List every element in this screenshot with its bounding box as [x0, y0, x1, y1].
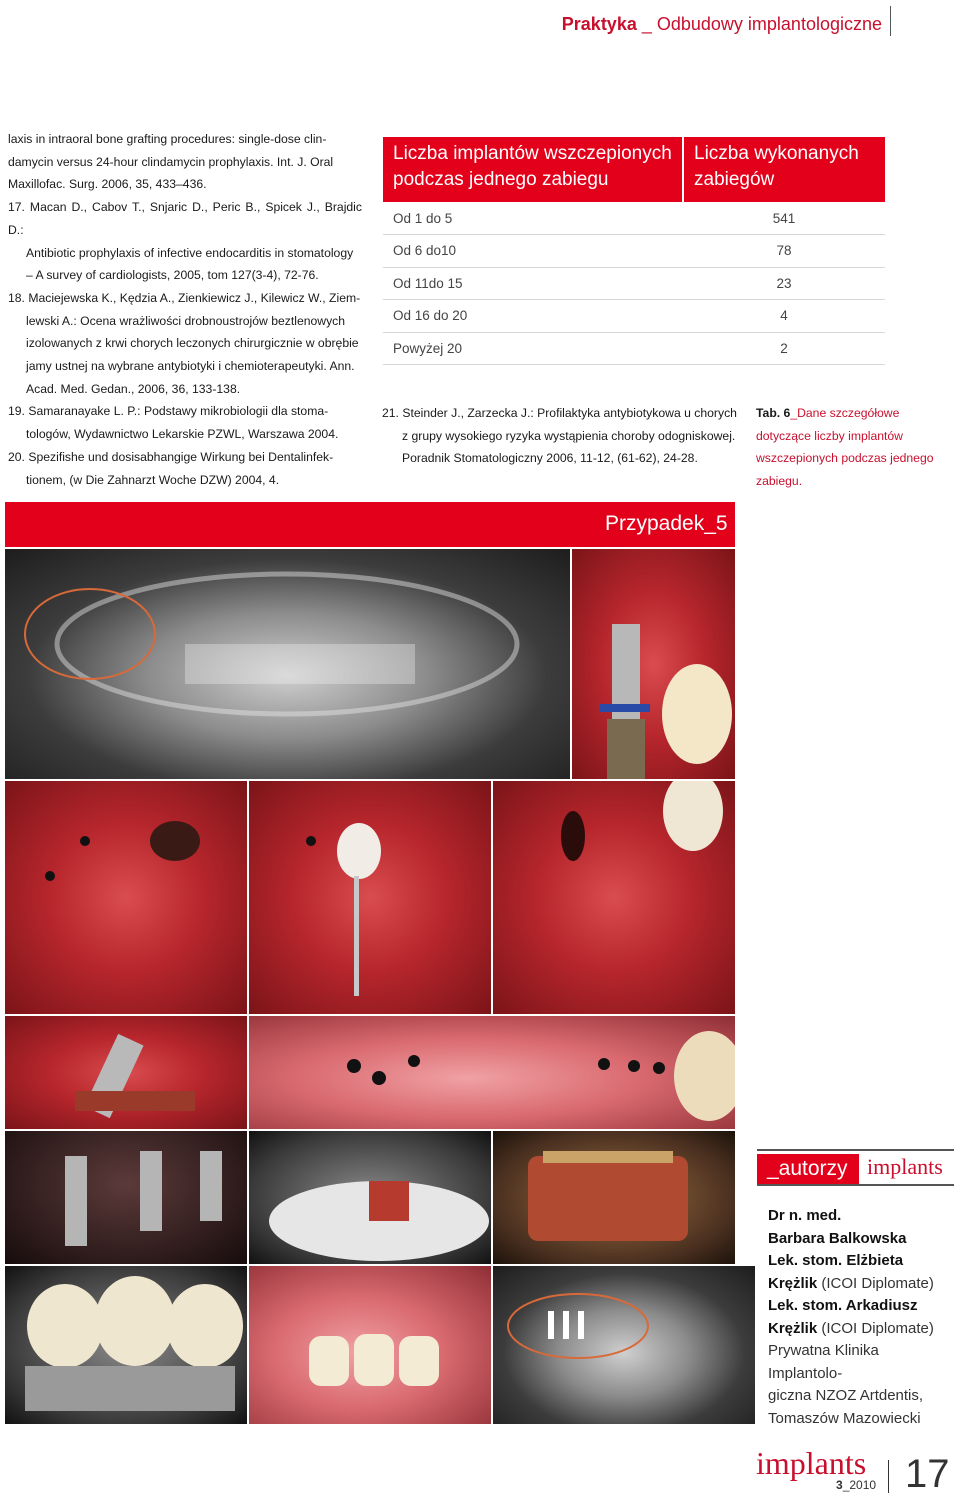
abutments-photo: [5, 1131, 247, 1264]
reference-line: 20. Spezifishe und dosisabhangige Wirkung bei Dentalinfek-: [8, 449, 334, 464]
post-op-xray-image: [493, 1266, 755, 1424]
reference-line: 21. Steinder J., Zarzecka J.: Profilaktyka antybiotykowa u chorych: [382, 406, 737, 420]
reference-line: Antibiotic prophylaxis of infective endocarditis in stomatology: [26, 245, 354, 260]
panoramic-xray-image: [5, 549, 570, 779]
table-cell-count: 541: [683, 202, 885, 235]
author-line: Barbara Balkowska: [768, 1229, 907, 1247]
case-banner: [5, 502, 735, 547]
reference-line: tionem, (w Die Zahnarzt Woche DZW) 2004, 4.: [26, 472, 280, 487]
table-header-row: [383, 137, 885, 202]
reference-line: Maxillofac. Surg. 2006, 35, 433–436.: [8, 177, 207, 192]
references-left: [8, 128, 362, 491]
footer-issue: [836, 1478, 876, 1492]
page-number: 17: [905, 1452, 950, 1496]
reference-line: – A survey of cardiologists, 2005, tom 127(3-4), 72-76.: [26, 268, 319, 283]
authors-heading: [757, 1149, 954, 1186]
author-line: Dr n. med.: [768, 1207, 842, 1224]
reference-line: izolowanych z krwi chorych leczonych chirurgicznie w obrębie: [26, 336, 359, 351]
table-caption: [756, 402, 946, 493]
reference-line: lewski A.: Ocena wrażliwości drobnoustrojów beztlenowych: [26, 313, 346, 328]
header-section: Praktyka: [561, 14, 637, 34]
author-surname: Krężlik: [768, 1319, 818, 1337]
reference-line: Poradnik Stomatologiczny 2006, 11-12, (61-62), 24-28.: [402, 451, 698, 466]
author-suffix: (ICOI Diplomate): [817, 1319, 934, 1337]
reference-line: 19. Samaranayake L. P.: Podstawy mikrobiologii dla stoma-: [8, 404, 329, 419]
reference-line: laxis in intraoral bone grafting procedures: single-dose clin-: [8, 132, 327, 146]
healing-abutments-photo: [249, 1016, 735, 1129]
surgical-site-photo-2: [249, 781, 491, 1014]
table-header-procedures: Liczba wykonanych zabiegów: [683, 137, 885, 202]
surgical-site-photo-1: [5, 781, 247, 1014]
case-title: Przypadek_5: [605, 512, 728, 535]
table-header-implants: Liczba implantów wszczepionych podczas jednego zabiegu: [383, 137, 683, 202]
table-cell-range: Od 11do 15: [383, 267, 683, 300]
author-surname: Krężlik: [768, 1274, 818, 1292]
table-row: [383, 332, 885, 365]
references-right: [382, 402, 742, 470]
author-line: [768, 1318, 956, 1341]
table-cell-range: Od 1 do 5: [383, 202, 683, 235]
table-cell-range: Od 6 do10: [383, 235, 683, 268]
reference-line: Acad. Med. Gedan., 2006, 36, 133-138.: [26, 381, 241, 396]
xray-overlay: [5, 549, 570, 779]
authors-list: [768, 1205, 956, 1430]
reference-line: jamy ustnej na wybrane antybiotyki i chemioterapeutyki. Ann.: [26, 359, 355, 374]
reference-line: tologów, Wydawnictwo Lekarskie PZWL, Warszawa 2004.: [26, 427, 339, 442]
caption-text: _Dane szczegółowe dotyczące liczby implantów wszczepionych podczas jednego zabiegu.: [756, 406, 934, 489]
dental-model-photo: [249, 1131, 491, 1264]
author-line: Tomaszów Mazowiecki: [768, 1409, 921, 1427]
header-rule: [890, 6, 891, 36]
table-row: [383, 235, 885, 268]
issue-year: _2010: [842, 1478, 877, 1492]
table-cell-range: Od 16 do 20: [383, 300, 683, 333]
final-restoration-photo: [249, 1266, 491, 1424]
authors-label: _autorzy: [757, 1154, 859, 1184]
table-cell-count: 4: [683, 300, 885, 333]
table-row: [383, 300, 885, 333]
author-line: giczna NZOZ Artdentis,: [768, 1387, 924, 1404]
table-cell-count: 78: [683, 235, 885, 268]
issue-number: 3: [836, 1478, 843, 1492]
reference-line: damycin versus 24-hour clindamycin prophylaxis. Int. J. Oral: [8, 154, 334, 169]
author-line: Prywatna Klinika Implantolo-: [768, 1342, 879, 1382]
reference-line: z grupy wysokiego ryzyka wystąpienia choroby odogniskowej.: [402, 428, 736, 443]
implants-table: [383, 137, 885, 365]
table-cell-count: 23: [683, 267, 885, 300]
authors-brand: implants: [867, 1154, 943, 1179]
running-header: [562, 14, 882, 35]
implant-driver-photo: [5, 1016, 247, 1129]
author-suffix: (ICOI Diplomate): [817, 1274, 934, 1292]
author-line: [768, 1273, 956, 1296]
reference-line: 18. Maciejewska K., Kędzia A., Zienkiewicz J., Kilewicz W., Ziem-: [8, 290, 361, 305]
footer-brand-logo: implants: [756, 1445, 867, 1481]
author-line: Lek. stom. Arkadiusz: [768, 1297, 918, 1314]
table-cell-range: Powyżej 20: [383, 332, 683, 365]
table-row: [383, 202, 885, 235]
table-row: [383, 267, 885, 300]
reference-line: 17. Macan D., Cabov T., Snjaric D., Peric B., Spicek J., Brajdic D.:: [8, 200, 362, 237]
surgical-site-photo-3: [493, 781, 735, 1014]
header-separator: _: [636, 14, 657, 34]
crowns-photo: [5, 1266, 247, 1424]
implant-placement-photo: [572, 549, 735, 779]
table-cell-count: 2: [683, 332, 885, 365]
metal-framework-photo: [493, 1131, 735, 1264]
header-subsection: Odbudowy implantologiczne: [656, 14, 882, 34]
footer-rule: [888, 1460, 889, 1493]
caption-label: Tab. 6: [756, 406, 791, 420]
author-line: Lek. stom. Elżbieta: [768, 1252, 904, 1269]
